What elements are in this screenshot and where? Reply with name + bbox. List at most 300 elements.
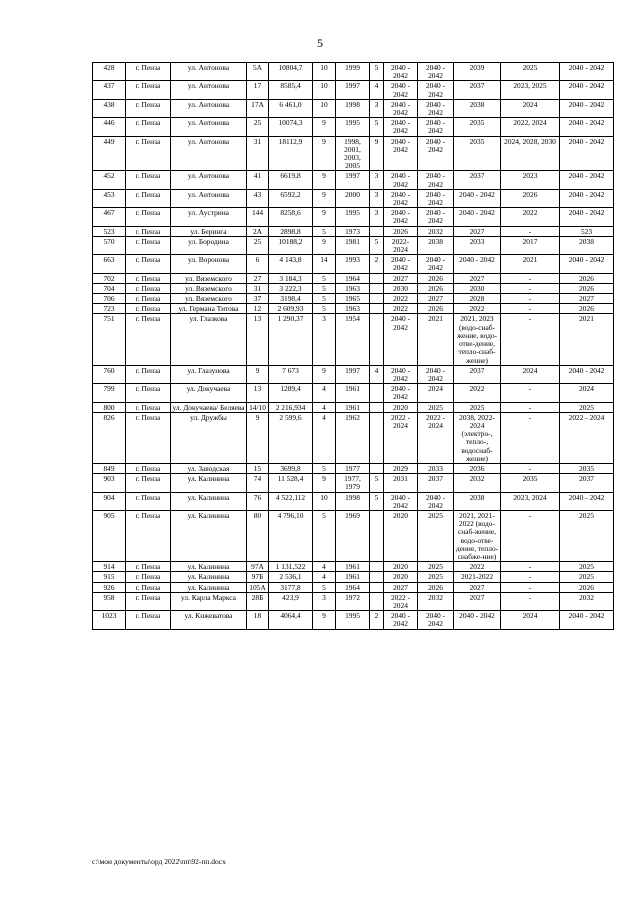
cell-year-facade: 2040 - 2042: [418, 611, 454, 629]
cell-house-number: 5А: [247, 63, 269, 81]
cell-year-utilities: 2040 - 2042: [454, 189, 501, 207]
cell-street: ул. Аустрина: [171, 208, 247, 226]
cell-area: 3 184,3: [269, 273, 313, 283]
cell-city: г. Пенза: [126, 81, 171, 99]
cell-year-basement: 2040 - 2042: [560, 189, 614, 207]
table-row: [93, 283, 614, 293]
cell-year-roof: 2022: [384, 304, 418, 314]
cell-entrances: [370, 304, 384, 314]
table-row: [93, 572, 614, 582]
cell-year-roof: 2040 - 2042: [384, 171, 418, 189]
cell-build-year: 1993: [336, 255, 370, 273]
cell-city: г. Пенза: [126, 365, 171, 383]
cell-house-number: 31: [247, 136, 269, 171]
cell-year-facade: 2026: [418, 283, 454, 293]
cell-entrances: 5: [370, 63, 384, 81]
cell-year-roof: 2040 - 2042: [384, 208, 418, 226]
cell-year-utilities: 2038: [454, 492, 501, 510]
cell-year-basement: 2040 - 2042: [560, 171, 614, 189]
cell-city: г. Пенза: [126, 402, 171, 412]
cell-street: ул. Беринга: [171, 226, 247, 236]
cell-build-year: 1962: [336, 412, 370, 463]
table-body: [93, 63, 614, 630]
cell-build-year: 1965: [336, 294, 370, 304]
cell-year-utilities: 2022: [454, 562, 501, 572]
cell-street: ул. Калинина: [171, 492, 247, 510]
cell-year-roof: 2040 - 2042: [384, 81, 418, 99]
cell-year-basement: 2038: [560, 236, 614, 254]
cell-year-facade: 2027: [418, 294, 454, 304]
page-number: 5: [317, 36, 323, 50]
cell-build-year: 1963: [336, 304, 370, 314]
cell-row-number: 446: [93, 118, 126, 136]
cell-entrances: [370, 294, 384, 304]
cell-floors: 9: [313, 236, 336, 254]
cell-year-utilities: 2038: [454, 99, 501, 117]
cell-city: г. Пенза: [126, 412, 171, 463]
cell-year-elevators: 2024: [501, 99, 560, 117]
cell-build-year: 2000: [336, 189, 370, 207]
cell-year-roof: 2030: [384, 283, 418, 293]
cell-year-facade: 2037: [418, 474, 454, 492]
cell-house-number: 41: [247, 171, 269, 189]
table-row: [93, 304, 614, 314]
cell-floors: 5: [313, 304, 336, 314]
cell-city: г. Пенза: [126, 226, 171, 236]
cell-year-basement: 2040 - 2042: [560, 492, 614, 510]
cell-year-basement: 2025: [560, 510, 614, 561]
cell-year-utilities: 2036: [454, 463, 501, 473]
cell-year-facade: 2025: [418, 510, 454, 561]
cell-build-year: 1995: [336, 208, 370, 226]
cell-city: г. Пенза: [126, 294, 171, 304]
cell-row-number: 663: [93, 255, 126, 273]
cell-house-number: 14/10: [247, 402, 269, 412]
cell-street: ул. Докучаева/ Беляева: [172, 402, 245, 412]
cell-area: 2 536,1: [269, 572, 313, 582]
cell-row-number: 799: [93, 384, 126, 402]
cell-year-basement: 2040 - 2042: [560, 81, 614, 99]
cell-city: г. Пенза: [126, 118, 171, 136]
cell-year-basement: 2040 - 2042: [560, 118, 614, 136]
cell-year-roof: 2022: [384, 294, 418, 304]
table-row: [93, 255, 614, 273]
cell-entrances: 5: [370, 492, 384, 510]
cell-year-facade: 2033: [418, 463, 454, 473]
cell-year-utilities: 2040 - 2042: [454, 255, 501, 273]
cell-house-number: 28Б: [247, 592, 269, 610]
cell-house-number: 6: [247, 255, 269, 273]
cell-area: 3198,4: [269, 294, 313, 304]
cell-entrances: 4: [370, 81, 384, 99]
cell-year-basement: 2037: [560, 474, 614, 492]
cell-entrances: 3: [370, 99, 384, 117]
cell-city: г. Пенза: [126, 592, 171, 610]
cell-city: г. Пенза: [126, 572, 171, 582]
cell-row-number: 438: [93, 99, 126, 117]
cell-floors: 9: [313, 136, 336, 171]
cell-street: ул. Докучаева: [171, 384, 247, 402]
cell-year-roof: 2026: [384, 226, 418, 236]
cell-row-number: 751: [93, 314, 126, 365]
cell-year-elevators: -: [501, 226, 560, 236]
cell-area: 2898,8: [269, 226, 313, 236]
cell-year-basement: 2032: [560, 592, 614, 610]
cell-street: ул. Калинина: [171, 572, 247, 582]
cell-area: 4 522,112: [269, 492, 313, 510]
cell-row-number: 903: [93, 474, 126, 492]
cell-year-roof: 2040 - 2042: [384, 314, 418, 365]
cell-area: 6619,8: [269, 171, 313, 189]
cell-year-roof: 2040 - 2042: [384, 255, 418, 273]
table-row: [93, 474, 614, 492]
cell-floors: 9: [313, 474, 336, 492]
cell-year-basement: 2026: [560, 582, 614, 592]
cell-entrances: 4: [370, 365, 384, 383]
cell-year-elevators: 2022, 2024: [501, 118, 560, 136]
cell-area: 1 290,37: [269, 314, 313, 365]
cell-area: 2 216,934: [269, 402, 313, 412]
cell-year-elevators: 2022: [501, 208, 560, 226]
cell-year-elevators: -: [501, 510, 560, 561]
cell-floors: 4: [313, 562, 336, 572]
cell-year-elevators: -: [501, 402, 560, 412]
cell-year-utilities: 2040 - 2042: [454, 611, 501, 629]
cell-year-elevators: 2023, 2024: [501, 492, 560, 510]
cell-year-utilities: 2021, 2023 (водо-снаб-жение, водо-отве-дение, тепло-снаб-жение): [454, 314, 501, 365]
cell-floors: 4: [313, 572, 336, 582]
cell-year-utilities: 2027: [454, 273, 501, 283]
cell-year-utilities: 2027: [454, 582, 501, 592]
cell-area: 423,9: [269, 592, 313, 610]
cell-year-facade: 2025: [418, 572, 454, 582]
cell-entrances: 5: [370, 474, 384, 492]
cell-year-roof: 2040 - 2042: [384, 63, 418, 81]
table-row: [93, 611, 614, 629]
cell-house-number: 13: [247, 384, 269, 402]
cell-year-facade: 2021: [418, 314, 454, 365]
cell-row-number: 958: [93, 592, 126, 610]
cell-year-utilities: 2022: [454, 304, 501, 314]
cell-year-basement: 2040 - 2042: [560, 99, 614, 117]
cell-street: ул. Антонова: [171, 81, 247, 99]
cell-house-number: 17: [247, 81, 269, 99]
cell-build-year: 1961: [336, 562, 370, 572]
cell-year-roof: 2040 - 2042: [384, 189, 418, 207]
cell-city: г. Пенза: [126, 611, 171, 629]
cell-year-facade: 2040 - 2042: [418, 255, 454, 273]
cell-row-number: 428: [93, 63, 126, 81]
cell-year-facade: 2040 - 2042: [418, 208, 454, 226]
cell-year-basement: 2040 - 2042: [560, 208, 614, 226]
cell-house-number: 13: [247, 314, 269, 365]
cell-row-number: 904: [93, 492, 126, 510]
cell-year-roof: 2022 - 2024: [384, 412, 418, 463]
cell-street: ул. Бородина: [171, 236, 247, 254]
cell-build-year: 1999: [336, 63, 370, 81]
cell-year-basement: 2025: [560, 572, 614, 582]
cell-entrances: 9: [370, 136, 384, 171]
cell-year-utilities: 2028: [454, 294, 501, 304]
cell-row-number: 449: [93, 136, 126, 171]
cell-year-basement: 2035: [560, 463, 614, 473]
cell-build-year: 1995: [336, 611, 370, 629]
cell-year-facade: 2022 - 2024: [418, 412, 454, 463]
cell-year-elevators: 2023, 2025: [501, 81, 560, 99]
cell-row-number: 760: [93, 365, 126, 383]
cell-floors: 10: [313, 492, 336, 510]
cell-year-roof: 2029: [384, 463, 418, 473]
table-row: [93, 273, 614, 283]
cell-city: г. Пенза: [126, 384, 171, 402]
cell-house-number: 25: [247, 118, 269, 136]
cell-entrances: 2: [370, 611, 384, 629]
cell-city: г. Пенза: [126, 255, 171, 273]
cell-entrances: [370, 283, 384, 293]
table-row: [93, 592, 614, 610]
cell-row-number: 452: [93, 171, 126, 189]
table-row: [93, 510, 614, 561]
cell-year-elevators: 2017: [501, 236, 560, 254]
cell-area: 7 673: [269, 365, 313, 383]
table-row: [93, 582, 614, 592]
cell-year-roof: 2027: [384, 273, 418, 283]
cell-floors: 10: [313, 99, 336, 117]
cell-year-basement: 2027: [560, 294, 614, 304]
cell-year-elevators: -: [501, 592, 560, 610]
cell-year-elevators: -: [501, 582, 560, 592]
cell-year-roof: 2027: [384, 582, 418, 592]
table-row: [93, 294, 614, 304]
cell-house-number: 80: [247, 510, 269, 561]
cell-row-number: 914: [93, 562, 126, 572]
table-row: [93, 492, 614, 510]
cell-entrances: [370, 582, 384, 592]
cell-row-number: 523: [93, 226, 126, 236]
cell-year-elevators: -: [501, 304, 560, 314]
cell-year-roof: 2031: [384, 474, 418, 492]
cell-house-number: 12: [247, 304, 269, 314]
cell-year-roof: 2040 - 2042: [384, 136, 418, 171]
cell-city: г. Пенза: [126, 562, 171, 572]
cell-year-elevators: 2026: [501, 189, 560, 207]
cell-year-roof: 2040 - 2042: [384, 118, 418, 136]
cell-floors: 5: [313, 273, 336, 283]
cell-house-number: 43: [247, 189, 269, 207]
cell-city: г. Пенза: [126, 582, 171, 592]
cell-year-basement: 2040 - 2042: [560, 63, 614, 81]
cell-city: г. Пенза: [126, 136, 171, 171]
cell-year-facade: 2040 - 2042: [418, 171, 454, 189]
cell-row-number: 905: [93, 510, 126, 561]
cell-year-utilities: 2027: [454, 226, 501, 236]
cell-year-utilities: 2022: [454, 384, 501, 402]
cell-street: ул. Вяземского: [171, 273, 247, 283]
cell-year-utilities: 2035: [454, 118, 501, 136]
cell-entrances: [370, 592, 384, 610]
cell-year-facade: 2032: [418, 592, 454, 610]
cell-year-utilities: 2027: [454, 592, 501, 610]
cell-area: 10188,2: [269, 236, 313, 254]
table-row: [93, 412, 614, 463]
cell-year-elevators: -: [501, 562, 560, 572]
cell-year-roof: 2022 - 2024: [384, 592, 418, 610]
cell-entrances: [370, 510, 384, 561]
cell-city: г. Пенза: [126, 463, 171, 473]
cell-year-basement: 2022 - 2024: [560, 412, 614, 463]
cell-floors: 4: [313, 384, 336, 402]
cell-year-basement: 2021: [560, 314, 614, 365]
cell-year-elevators: -: [501, 572, 560, 582]
cell-floors: 9: [313, 611, 336, 629]
footer-file-path: c:\мои документы\орд 2022\пп\92-пп.docx: [92, 857, 226, 866]
cell-year-roof: 2020: [384, 402, 418, 412]
cell-year-roof: 2040 - 2042: [384, 384, 418, 402]
cell-year-facade: 2026: [418, 304, 454, 314]
cell-area: 6 461,0: [269, 99, 313, 117]
cell-year-facade: 2025: [418, 562, 454, 572]
cell-year-elevators: 2024: [501, 365, 560, 383]
table-row: [93, 226, 614, 236]
cell-year-facade: 2024: [418, 384, 454, 402]
cell-row-number: 706: [93, 294, 126, 304]
cell-entrances: [370, 273, 384, 283]
cell-house-number: 37: [247, 294, 269, 304]
cell-area: 3 222,3: [269, 283, 313, 293]
cell-year-roof: 2040 - 2042: [384, 99, 418, 117]
cell-year-facade: 2025: [418, 402, 454, 412]
cell-city: г. Пенза: [126, 283, 171, 293]
table-row: [93, 562, 614, 572]
cell-build-year: 1969: [336, 510, 370, 561]
cell-build-year: 1961: [336, 402, 370, 412]
cell-build-year: 1998: [336, 492, 370, 510]
cell-area: 10074,3: [269, 118, 313, 136]
cell-row-number: 702: [93, 273, 126, 283]
cell-year-facade: 2040 - 2042: [418, 99, 454, 117]
cell-year-elevators: -: [501, 463, 560, 473]
cell-house-number: 144: [247, 208, 269, 226]
cell-year-utilities: 2040 - 2042: [454, 208, 501, 226]
cell-build-year: 1998, 2001, 2003, 2005: [336, 136, 370, 171]
cell-year-utilities: 2037: [454, 81, 501, 99]
cell-house-number: 9: [247, 365, 269, 383]
table-row: [93, 365, 614, 383]
cell-street: ул. Вяземского: [171, 283, 247, 293]
cell-street: ул. Антонова: [171, 136, 247, 171]
cell-build-year: 1995: [336, 118, 370, 136]
cell-build-year: 1997: [336, 171, 370, 189]
cell-entrances: 2: [370, 255, 384, 273]
cell-house-number: 97Б: [247, 572, 269, 582]
cell-year-facade: 2040 - 2042: [418, 81, 454, 99]
cell-year-facade: 2038: [418, 236, 454, 254]
cell-year-elevators: -: [501, 314, 560, 365]
cell-year-facade: 2040 - 2042: [418, 136, 454, 171]
cell-house-number: 74: [247, 474, 269, 492]
cell-floors: 5: [313, 283, 336, 293]
cell-house-number: 76: [247, 492, 269, 510]
cell-year-facade: 2040 - 2042: [418, 63, 454, 81]
cell-entrances: [370, 314, 384, 365]
cell-row-number: 800: [93, 402, 126, 412]
cell-year-utilities: 2021-2022: [454, 572, 501, 582]
cell-row-number: 453: [93, 189, 126, 207]
cell-row-number: 849: [93, 463, 126, 473]
table-row: [93, 63, 614, 81]
cell-year-basement: 2026: [560, 283, 614, 293]
cell-year-utilities: 2038, 2022-2024 (электро-, тепло-, водоснаб-жение): [454, 412, 501, 463]
cell-year-elevators: 2024, 2028, 2030: [501, 136, 560, 171]
cell-floors: 5: [313, 463, 336, 473]
cell-year-roof: 2040 - 2042: [384, 492, 418, 510]
cell-year-utilities: 2039: [454, 63, 501, 81]
cell-city: г. Пенза: [126, 314, 171, 365]
table-row: [93, 189, 614, 207]
cell-entrances: 3: [370, 189, 384, 207]
cell-city: г. Пенза: [126, 492, 171, 510]
cell-entrances: 5: [370, 118, 384, 136]
cell-row-number: 1023: [93, 611, 126, 629]
cell-entrances: [370, 572, 384, 582]
cell-floors: 14: [313, 255, 336, 273]
cell-area: 6592,2: [269, 189, 313, 207]
cell-street: ул. Заводская: [171, 463, 247, 473]
cell-floors: 5: [313, 226, 336, 236]
cell-city: г. Пенза: [126, 208, 171, 226]
cell-entrances: [370, 402, 384, 412]
cell-house-number: 27: [247, 273, 269, 283]
cell-build-year: 1964: [336, 273, 370, 283]
cell-year-roof: 2020: [384, 510, 418, 561]
cell-city: г. Пенза: [126, 189, 171, 207]
cell-year-elevators: 2035: [501, 474, 560, 492]
cell-build-year: 1998: [336, 99, 370, 117]
cell-year-roof: 2020: [384, 572, 418, 582]
cell-city: г. Пенза: [126, 304, 171, 314]
cell-floors: 9: [313, 171, 336, 189]
cell-year-basement: 2040 - 2042: [560, 611, 614, 629]
cell-year-elevators: 2024: [501, 611, 560, 629]
cell-build-year: 1964: [336, 582, 370, 592]
cell-street: ул. Калинина: [171, 582, 247, 592]
cell-house-number: 17А: [247, 99, 269, 117]
cell-year-elevators: -: [501, 384, 560, 402]
cell-build-year: 1961: [336, 572, 370, 582]
cell-build-year: 1981: [336, 236, 370, 254]
cell-year-basement: 2025: [560, 402, 614, 412]
cell-city: г. Пенза: [126, 99, 171, 117]
cell-area: 11 528,4: [269, 474, 313, 492]
cell-entrances: [370, 226, 384, 236]
cell-entrances: [370, 562, 384, 572]
table-row: [93, 171, 614, 189]
cell-row-number: 826: [93, 412, 126, 463]
cell-row-number: 704: [93, 283, 126, 293]
cell-year-facade: 2040 - 2042: [418, 189, 454, 207]
cell-year-elevators: -: [501, 412, 560, 463]
cell-build-year: 1954: [336, 314, 370, 365]
cell-year-utilities: 2037: [454, 365, 501, 383]
cell-house-number: 2А: [247, 226, 269, 236]
cell-street: ул. Антонова: [171, 171, 247, 189]
cell-area: 8585,4: [269, 81, 313, 99]
cell-floors: 10: [313, 63, 336, 81]
cell-city: г. Пенза: [126, 63, 171, 81]
cell-house-number: 97А: [247, 562, 269, 572]
cell-street: ул. Антонова: [171, 118, 247, 136]
cell-street: ул. Кижеватова: [171, 611, 247, 629]
